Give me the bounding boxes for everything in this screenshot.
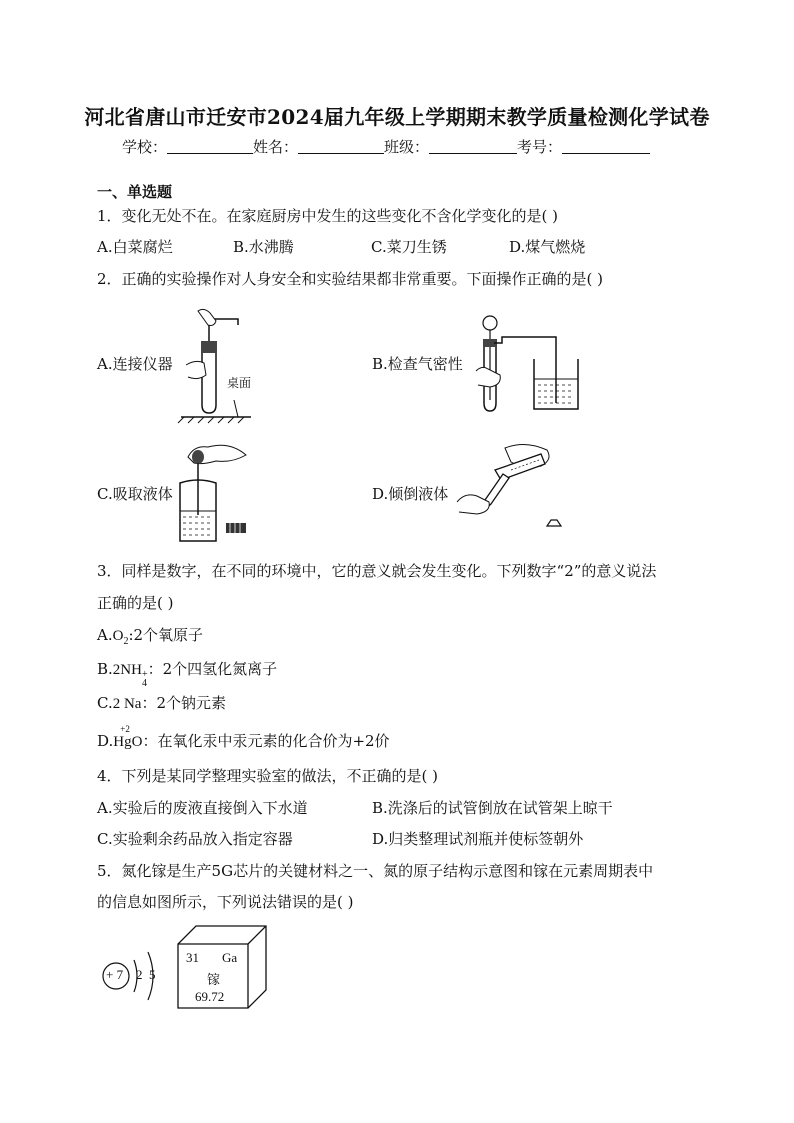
- question-2-stem: 2．正确的实验操作对人身安全和实验结果都非常重要。下面操作正确的是( ): [97, 270, 604, 288]
- atomic-mass: 69.72: [195, 989, 225, 1004]
- q3-option-b: B.2NH + 4 ：2个四氢化氮离子: [97, 660, 278, 689]
- nucleus-charge: + 7: [106, 967, 124, 982]
- q1-option-d: D.煤气燃烧: [509, 238, 586, 256]
- shell-1-electrons: 2: [136, 967, 143, 982]
- q4-option-a: A.实验后的废液直接倒入下水道: [97, 799, 308, 817]
- sodium-formula: 2 Na: [112, 696, 142, 712]
- q1-option-c: C.菜刀生锈: [371, 238, 447, 256]
- draw-liquid-figure: [172, 435, 252, 545]
- q4-option-c: C.实验剩余药品放入指定容器: [97, 830, 293, 848]
- q3-option-a: $A.O_2:2$个氧原子: [97, 626, 204, 647]
- o2-formula: $O_2$: [112, 628, 129, 647]
- question-4-stem: 4．下列是某同学整理实验室的做法，不正确的是( ): [97, 767, 439, 785]
- section-heading: 一、单选题: [97, 183, 173, 201]
- id-blank[interactable]: [562, 139, 650, 154]
- student-info-line: [122, 136, 650, 157]
- school-label: 学校：: [122, 138, 168, 156]
- element-name: 镓: [207, 973, 221, 988]
- mercury-oxide-formula: +2 HgO: [113, 724, 143, 750]
- school-blank[interactable]: [167, 139, 253, 154]
- q3-option-c: C.2 Na：2个钠元素: [97, 694, 227, 712]
- exam-title: 河北省唐山市迁安市2024届九年级上学期期末教学质量检测化学试卷: [84, 105, 710, 129]
- atomic-number: 31: [186, 950, 199, 965]
- q3-option-d: D. +2 HgO：在氧化汞中汞元素的化合价为+2价: [97, 724, 390, 750]
- q2-option-d: D.倾倒液体: [372, 485, 449, 503]
- q4-option-b: B.洗涤后的试管倒放在试管架上晾干: [372, 799, 613, 817]
- name-blank[interactable]: [298, 139, 384, 154]
- desk-label: 桌面: [227, 376, 252, 390]
- question-3-stem-line2: 正确的是( ): [97, 594, 174, 612]
- name-label: 姓名：: [253, 138, 299, 156]
- q1-option-a: A.白菜腐烂: [97, 238, 173, 256]
- question-5-stem-line1: 5．氮化镓是生产5G芯片的关键材料之一、氮的原子结构示意图和镓在元素周期表中: [97, 862, 654, 880]
- element-symbol: Ga: [222, 950, 238, 965]
- shell-2-electrons: 5: [149, 967, 156, 982]
- question-1-stem: 1．变化无处不在。在家庭厨房中发生的这些变化不含化学变化的是( ): [97, 207, 559, 225]
- connect-apparatus-figure: [176, 305, 256, 420]
- q1-option-b: B.水沸腾: [233, 238, 294, 256]
- q2-option-c: C.吸取液体: [97, 485, 173, 503]
- q2-option-a: A.连接仪器: [97, 355, 173, 373]
- q4-option-d: D.归类整理试剂瓶并使标签朝外: [372, 830, 584, 848]
- ammonium-formula: 2NH + 4: [112, 662, 148, 689]
- class-blank[interactable]: [429, 139, 517, 154]
- q2-option-b: B.检查气密性: [372, 355, 463, 373]
- id-label: 考号：: [517, 138, 563, 156]
- pour-liquid-figure: [455, 440, 565, 540]
- question-5-stem-line2: 的信息如图所示，下列说法错误的是( ): [97, 893, 354, 911]
- question-3-stem-line1: 3．同样是数字，在不同的环境中，它的意义就会发生变化。下列数字“2”的意义说法: [97, 562, 657, 580]
- airtightness-check-figure: [476, 315, 586, 415]
- class-label: 班级：: [384, 138, 430, 156]
